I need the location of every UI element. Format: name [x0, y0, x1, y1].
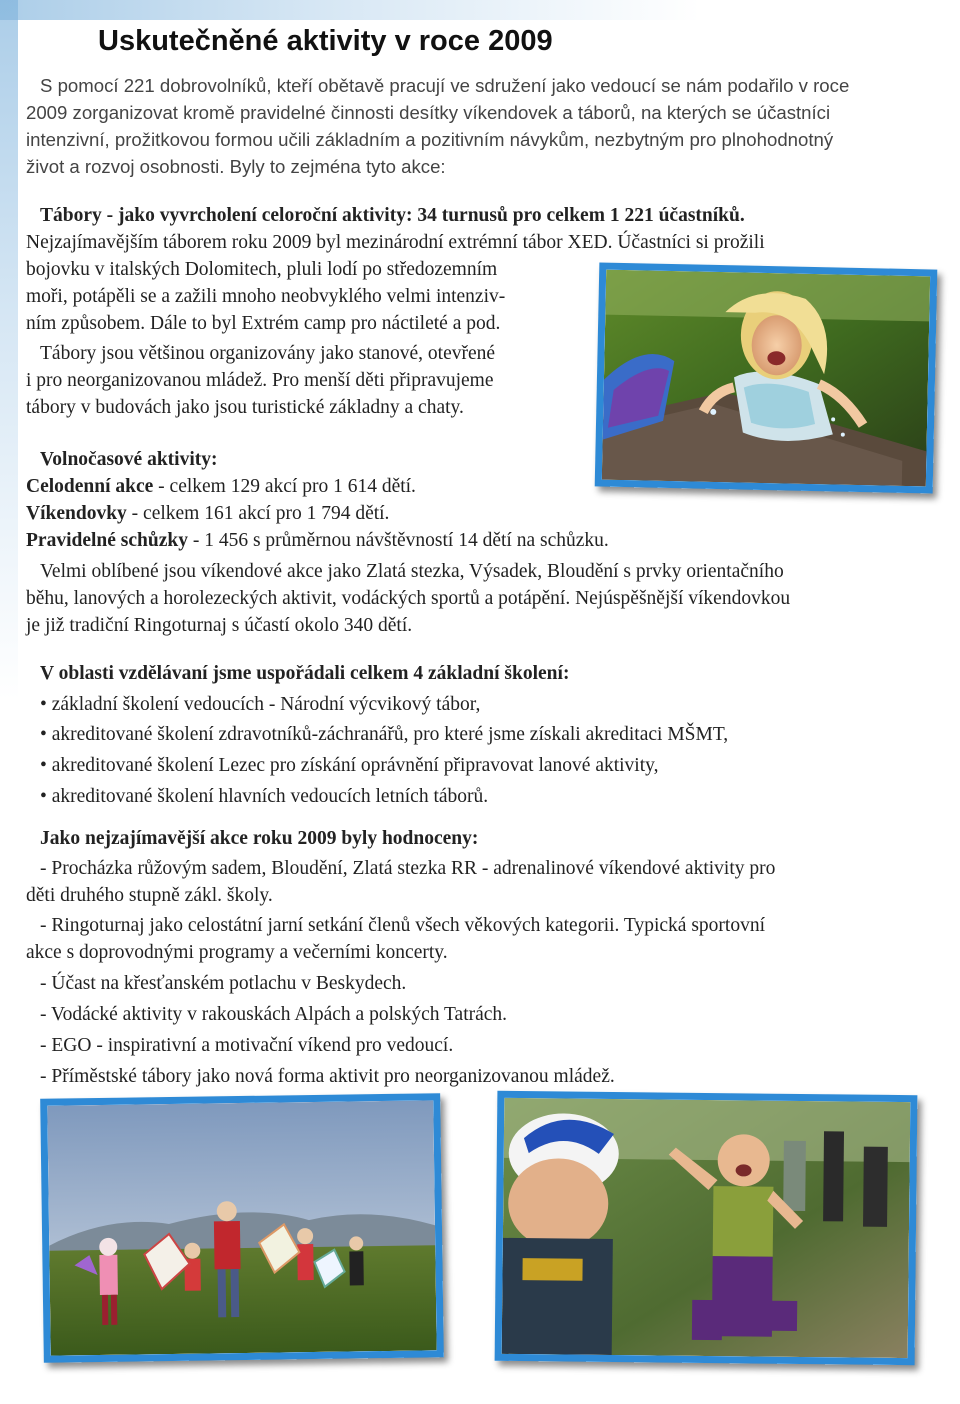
- intro-line: S pomocí 221 dobrovolníků, kteří obětavě pracují ve sdružení jako vedoucí se nám podařilo v roce: [40, 75, 850, 96]
- leisure-item: Celodenní akce - celkem 129 akcí pro 1 614 dětí.: [26, 476, 416, 497]
- camps-line: Nejzajímavějším táborem roku 2009 byl mezinárodní extrémní tábor XED. Účastníci si prožili: [26, 232, 765, 253]
- education-bullet: • akreditované školení zdravotníků-záchranářů, pro které jsme získali akreditaci MŠMT,: [40, 724, 729, 745]
- highlights-line: - Procházka růžovým sadem, Bloudění, Zlatá stezka RR - adrenalinové víkendové aktivity pro: [40, 858, 776, 879]
- education-bullet: • akreditované školení hlavních vedoucích letních táborů.: [40, 786, 489, 807]
- leisure-item: Pravidelné schůzky - 1 456 s průměrnou návštěvností 14 dětí na schůzku.: [26, 530, 609, 551]
- photo-boys-playing: [495, 1091, 918, 1365]
- highlights-line: - Ringoturnaj jako celostátní jarní setkání členů všech věkových kategorii. Typická sportovní: [40, 915, 766, 936]
- education-bullet: • základní školení vedoucích - Národní výcvikový tábor,: [40, 694, 481, 715]
- camps-line: tábory v budovách jako jsou turistické základny a chaty.: [26, 397, 464, 418]
- highlights-line: - Vodácké aktivity v rakouskách Alpách a polských Tatrách.: [40, 1004, 508, 1025]
- intro-line: 2009 zorganizovat kromě pravidelné činnosti desítky víkendovek a táborů, na kterých se účastníci: [26, 102, 831, 123]
- decorative-corner-gradient: [0, 0, 700, 20]
- highlights-line: akce s doprovodnými programy a večerními koncerty.: [26, 942, 448, 963]
- photo-girl-water-slide: [595, 262, 938, 493]
- camps-line: moři, potápěli se a zažili mnoho neobvyklého velmi intenziv-: [26, 286, 506, 307]
- camps-line: ním způsobem. Dále to byl Extrém camp pro náctileté a pod.: [26, 313, 501, 334]
- camps-heading: Tábory - jako vyvrcholení celoroční aktivity: 34 turnusů pro celkem 1 221 účastníků.: [40, 205, 745, 226]
- highlights-line: děti druhého stupně zákl. školy.: [26, 885, 273, 906]
- decorative-corner-gradient-vertical: [0, 0, 18, 700]
- leisure-item: Víkendovky - celkem 161 akcí pro 1 794 dětí.: [26, 503, 390, 524]
- highlights-line: - EGO - inspirativní a motivační víkend pro vedoucí.: [40, 1035, 454, 1056]
- intro-line: život a rozvoj osobnosti. Byly to zejména tyto akce:: [26, 156, 446, 177]
- camps-line: Tábory jsou většinou organizovány jako stanové, otevřené: [40, 343, 496, 364]
- leisure-para-line: běhu, lanových a horolezeckých aktivit, vodáckých sportů a potápění. Nejúspěšnější víkendovkou: [26, 588, 791, 609]
- leisure-heading: Volnočasové aktivity:: [40, 449, 218, 470]
- highlights-line: - Příměstské tábory jako nová forma aktivit pro neorganizovanou mládež.: [40, 1066, 615, 1087]
- photo-kite-flying: [40, 1093, 444, 1363]
- camps-line: i pro neorganizovanou mládež. Pro menší děti připravujeme: [26, 370, 494, 391]
- highlights-line: - Účast na křesťanském potlachu v Beskydech.: [40, 973, 407, 994]
- education-heading: V oblasti vzdělávaní jsme uspořádali celkem 4 základní školení:: [40, 663, 570, 684]
- leisure-para-line: je již tradiční Ringoturnaj s účastí okolo 340 dětí.: [26, 615, 413, 636]
- camps-line: bojovku v italských Dolomitech, pluli lodí po středozemním: [26, 259, 498, 280]
- intro-line: intenzivní, prožitkovou formou učili základním a pozitivním návykům, nezbytným pro plnohodnotný: [26, 129, 834, 150]
- education-bullet: • akreditované školení Lezec pro získání oprávnění připravovat lanové aktivity,: [40, 755, 659, 776]
- leisure-para-line: Velmi oblíbené jsou víkendové akce jako Zlatá stezka, Výsadek, Bloudění s prvky orientačního: [40, 561, 784, 582]
- highlights-heading: Jako nejzajímavější akce roku 2009 byly hodnoceny:: [40, 828, 479, 849]
- page-title: Uskutečněné aktivity v roce 2009: [98, 25, 553, 57]
